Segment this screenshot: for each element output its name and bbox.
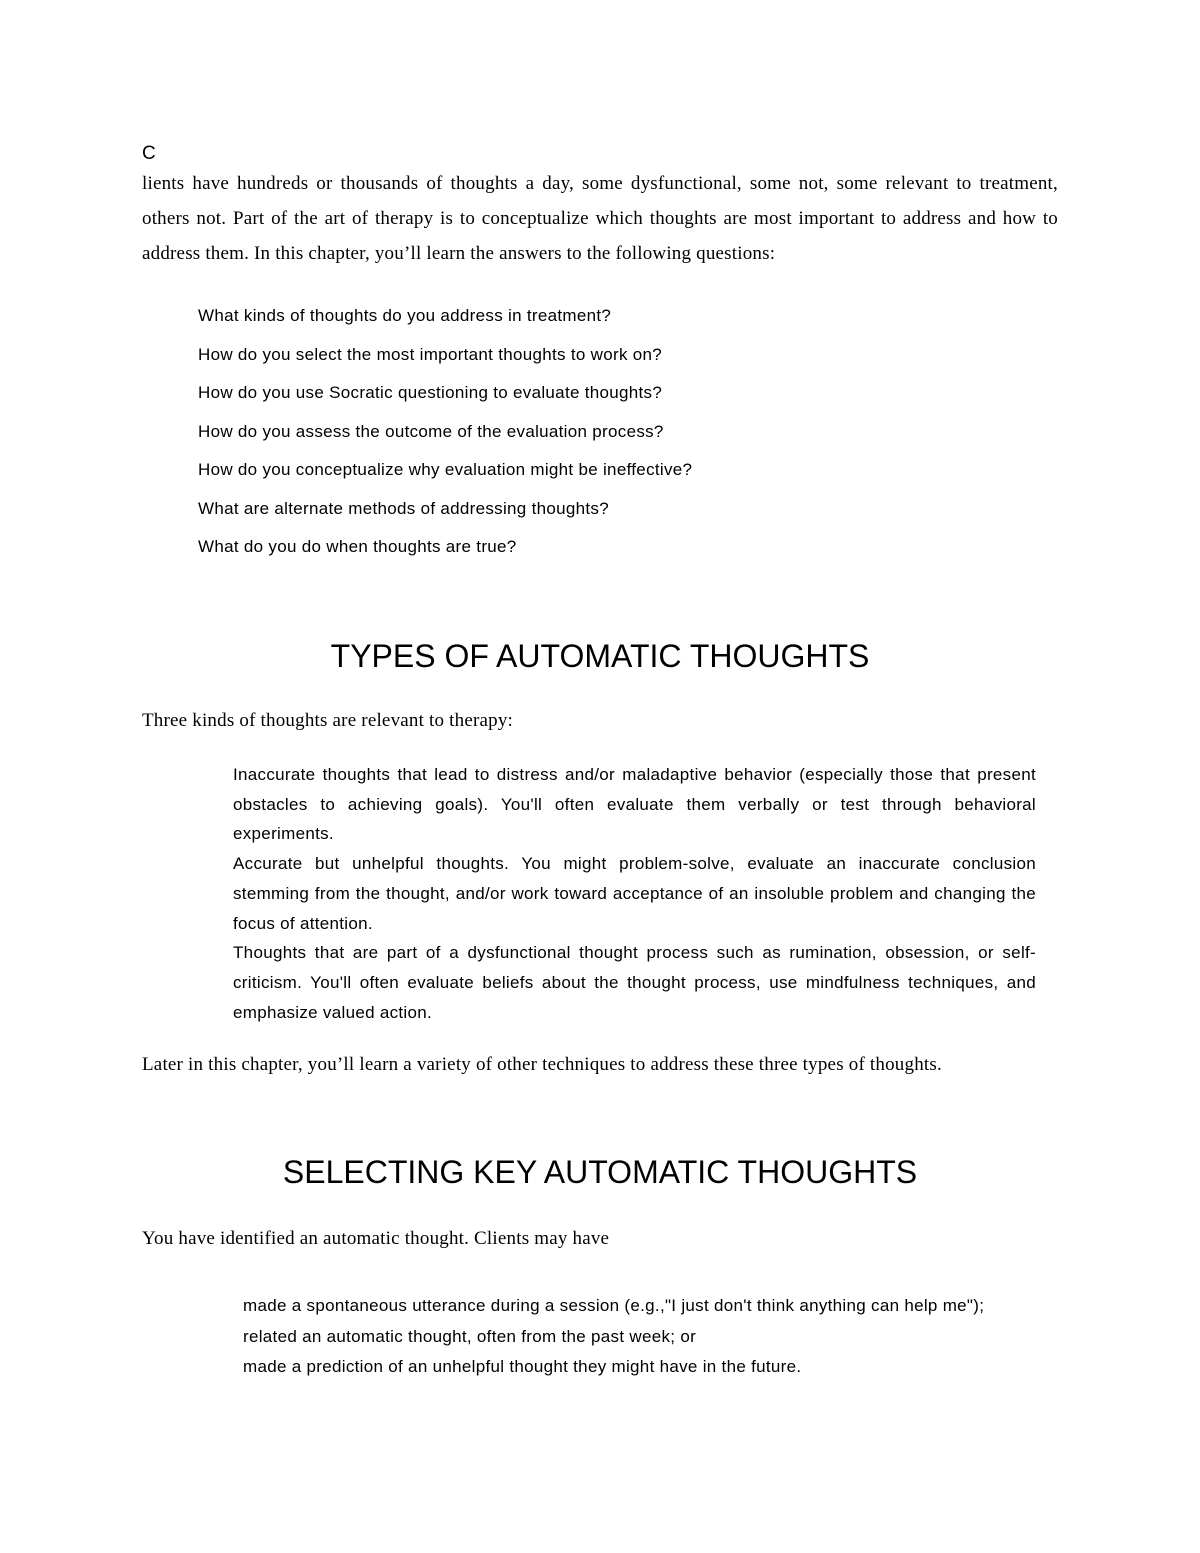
intro-paragraph: lients have hundreds or thousands of thoughts a day, some dysfunctional, some not, some relevant to treatment, others not. Part of the art of therapy is to conceptualize which thoughts are most important to address and how to address them. In this chapter, you’ll learn the answers to the following questions: (142, 173, 1058, 264)
question-item: How do you use Socratic questioning to evaluate thoughts? (198, 383, 663, 402)
utterance-item: made a prediction of an unhelpful thought they might have in the future. (243, 1357, 802, 1376)
utterance-item: made a spontaneous utterance during a session (e.g.,"I just don't think anything can help me"); (243, 1296, 985, 1315)
thought-types-list (233, 760, 1036, 1027)
question-item: What kinds of thoughts do you address in treatment? (198, 306, 612, 325)
section-heading-types: TYPES OF AUTOMATIC THOUGHTS (330, 638, 870, 674)
section-heading-selecting: SELECTING KEY AUTOMATIC THOUGHTS (282, 1154, 918, 1190)
thought-type-item: Accurate but unhelpful thoughts. You might problem-solve, evaluate an inaccurate conclusion stemming from the thought, and/or work toward acceptance of an insoluble problem and changing the focus of attention. (233, 854, 1036, 933)
drop-cap-letter: C (142, 143, 156, 164)
chapter-questions-list (198, 300, 692, 570)
question-item: How do you assess the outcome of the evaluation process? (198, 421, 664, 441)
question-item: What do you do when thoughts are true? (198, 537, 517, 556)
selecting-lead-text: You have identified an automatic thought. Clients may have (142, 1228, 610, 1249)
thought-type-item: Inaccurate thoughts that lead to distress and/or maladaptive behavior (especially those that present obstacles to achieving goals). You'll often evaluate them verbally or test through behavioral experiments. (233, 765, 1036, 844)
question-item: How do you select the most important thoughts to work on? (198, 344, 663, 364)
utterance-item: related an automatic thought, often from the past week; or (243, 1326, 697, 1346)
types-lead-text: Three kinds of thoughts are relevant to therapy: (142, 710, 514, 731)
client-utterances-list (243, 1291, 984, 1383)
question-item: How do you conceptualize why evaluation might be ineffective? (198, 460, 693, 479)
types-closing-text: Later in this chapter, you’ll learn a variety of other techniques to address these three types of thoughts. (142, 1054, 942, 1075)
question-item: What are alternate methods of addressing thoughts? (198, 498, 609, 518)
thought-type-item: Thoughts that are part of a dysfunctional thought process such as rumination, obsession, or self-criticism. You'll often evaluate beliefs about the thought process, use mindfulness techniques, and emphasize valued action. (233, 943, 1036, 1022)
